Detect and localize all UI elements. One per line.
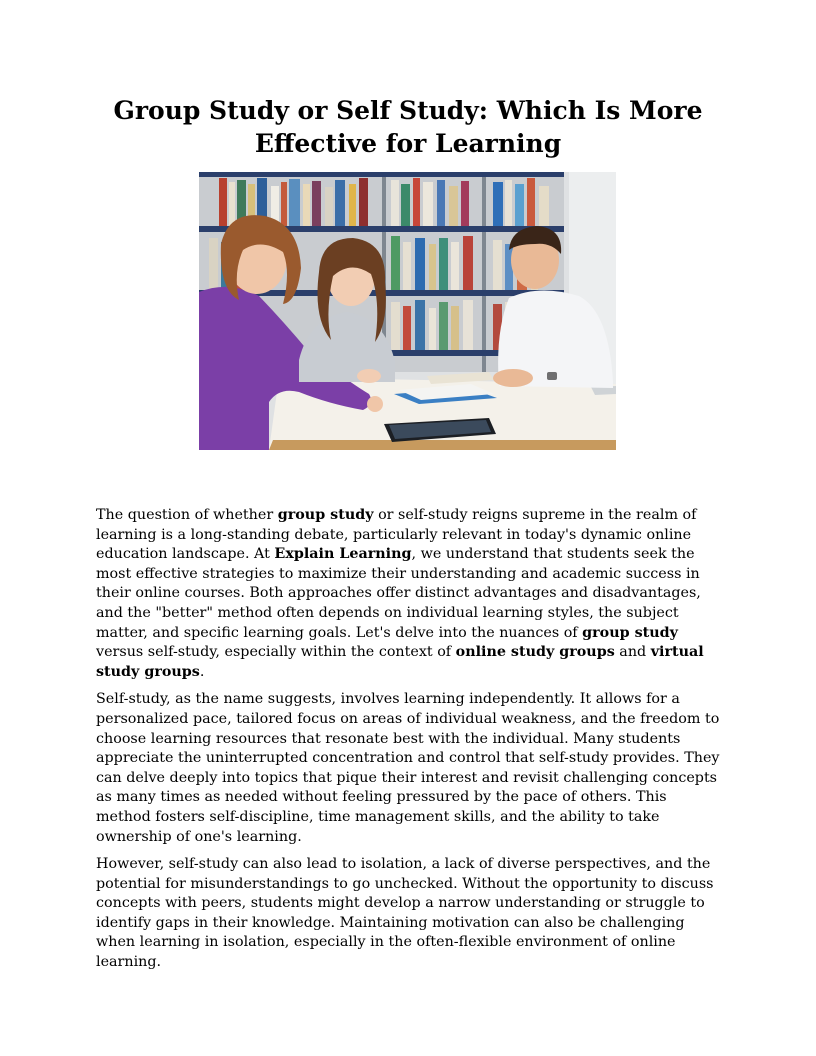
paragraph-1 — [96, 506, 720, 682]
paragraph-1-text: versus self-study, especially within the context of — [96, 644, 456, 661]
keyword-virtual-study-groups: virtual study groups — [96, 644, 704, 680]
paragraph-1-text: The question of whether — [96, 507, 278, 523]
paragraph-1-text: . — [199, 663, 205, 680]
students-studying-photo — [199, 172, 616, 450]
paragraph-2 — [96, 690, 720, 847]
paragraph-1-text: and — [614, 644, 651, 661]
brand-explain-learning: Explain Learning — [274, 546, 412, 563]
article-body — [96, 506, 720, 981]
keyword-online-study-groups: online study groups — [455, 644, 615, 661]
page-title: Group Study or Self Study: Which Is More Effective for Learning — [113, 96, 703, 158]
paragraph-3-text: However, self-study can also lead to isolation, a lack of diverse perspectives, and the potential for misunderstandings to go unchecked. Without the opportunity to discuss concepts with peers, students might develop a narrow understanding or struggle to identify gaps in their knowledge. Maintaining motivation can also be challenging when learning in isolation, especially in the often-flexible environment of online learning. — [96, 856, 714, 971]
keyword-group-study: group study — [277, 507, 374, 523]
paragraph-1-text: or self-study reigns supreme in the realm of learning is a long-standing debate, particularly relevant in today's dynamic online education landscape. At — [96, 507, 697, 563]
paragraph-2-text: Self-study, as the name suggests, involves learning independently. It allows for a personalized pace, tailored focus on areas of individual weakness, and the freedom to choose learning resources that resonate best with the individual. Many students appreciate the uninterrupted concentration and control that self-study provides. They can delve deeply into topics that pique their interest and revisit challenging concepts as many times as needed without feeling pressured by the pace of others. This method fosters self-discipline, time management skills, and the ability to take ownership of one's learning. — [96, 691, 720, 845]
keyword-group-study: group study — [582, 624, 678, 641]
paragraph-3 — [96, 855, 720, 973]
paragraph-1-text: , we understand that students seek the most effective strategies to maximize their understanding and academic success in their online courses. Both approaches offer distinct advantages and disadvantages, and the "better" method often depends on individual learning styles, the subject matter, and specific learning goals. Let's delve into the nuances of — [96, 546, 701, 641]
